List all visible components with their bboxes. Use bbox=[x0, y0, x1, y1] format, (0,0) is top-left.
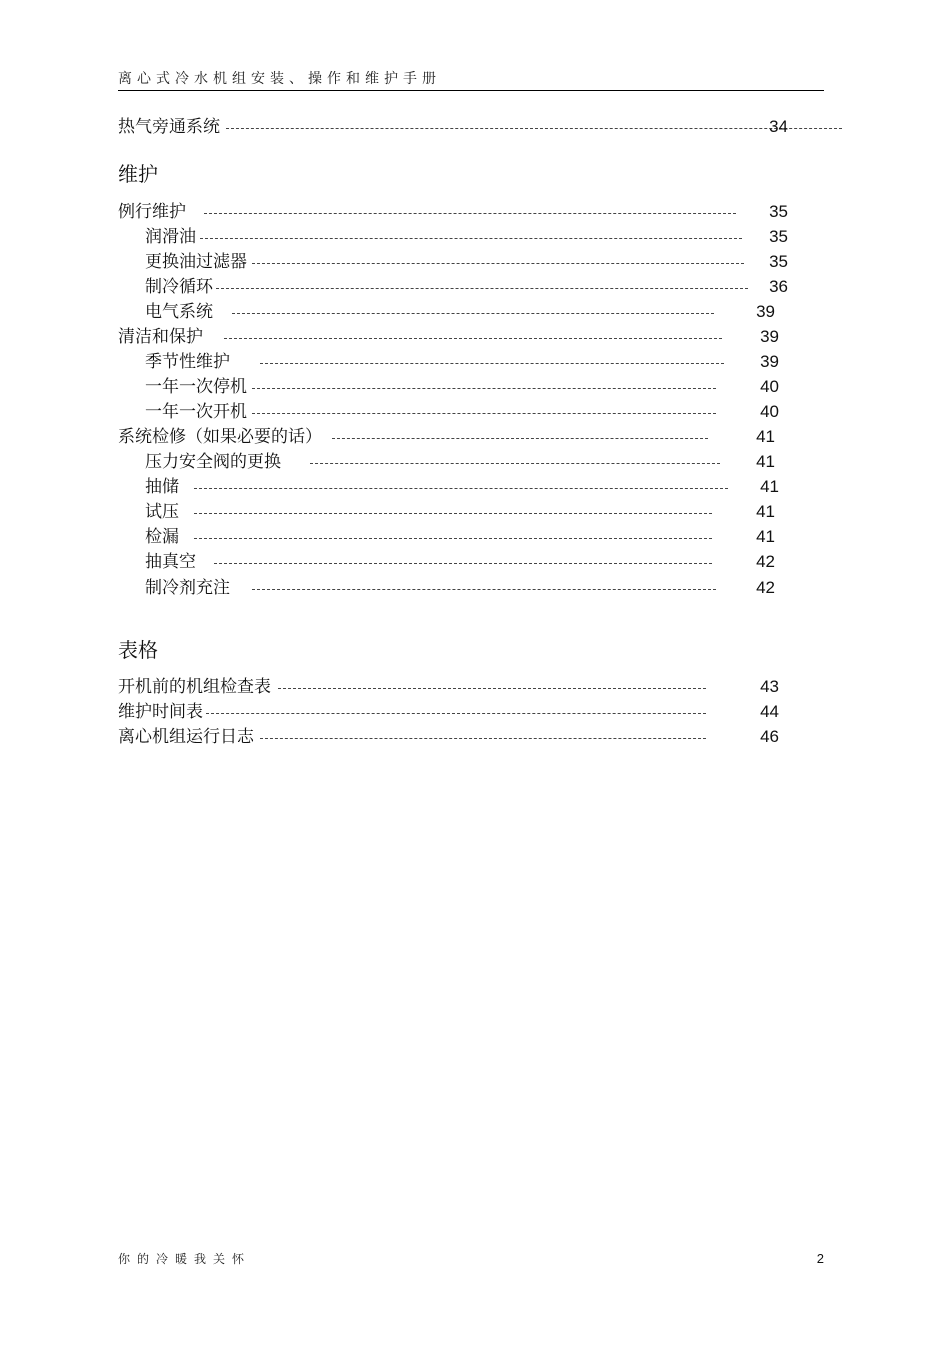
toc-entry-label: 维护时间表 bbox=[118, 702, 203, 722]
toc-leader bbox=[214, 563, 712, 564]
toc-entry-pump-down[interactable] bbox=[118, 475, 808, 499]
toc-entry-page: 35 bbox=[769, 202, 788, 221]
toc-entry-page: 46 bbox=[760, 727, 779, 746]
toc-entry-seasonal-maintenance[interactable] bbox=[118, 350, 808, 374]
toc-entry-label: 清洁和保护 bbox=[118, 327, 203, 347]
toc-entry-leak-test[interactable] bbox=[118, 525, 808, 549]
toc-leader bbox=[194, 488, 728, 489]
toc-entry-label: 一年一次开机 bbox=[145, 402, 247, 422]
toc-entry-page: 41 bbox=[756, 427, 775, 446]
toc-entry-operation-log[interactable] bbox=[118, 725, 808, 749]
toc-entry-page: 43 bbox=[760, 677, 779, 696]
toc-entry-page: 34 bbox=[769, 117, 788, 136]
toc-entry-page: 42 bbox=[756, 552, 775, 571]
toc-entry-page: 39 bbox=[760, 327, 779, 346]
toc-leader bbox=[232, 313, 714, 314]
toc-entry-label: 制冷循环 bbox=[145, 277, 213, 297]
toc-entry-page: 42 bbox=[756, 578, 775, 597]
toc-entry-label: 电气系统 bbox=[145, 302, 213, 322]
toc-entry-prestart-checklist[interactable] bbox=[118, 675, 808, 699]
toc-entry-refrigerant-charge[interactable] bbox=[118, 576, 808, 600]
toc-entry-label: 热气旁通系统 bbox=[118, 117, 220, 137]
toc-leader bbox=[252, 388, 716, 389]
toc-entry-page: 40 bbox=[760, 377, 779, 396]
header-rule bbox=[118, 90, 824, 91]
toc-entry-page: 39 bbox=[760, 352, 779, 371]
toc-entry-page: 36 bbox=[769, 277, 788, 296]
toc-leader bbox=[194, 538, 712, 539]
toc-entry-electrical-system[interactable] bbox=[118, 300, 808, 324]
toc-leader bbox=[252, 263, 744, 264]
toc-entry-label: 系统检修（如果必要的话） bbox=[118, 427, 322, 447]
toc-entry-page: 41 bbox=[756, 527, 775, 546]
toc-entry-label: 例行维护 bbox=[118, 202, 186, 222]
toc-entry-hot-gas-bypass[interactable] bbox=[118, 115, 808, 139]
toc-entry-label: 压力安全阀的更换 bbox=[145, 452, 281, 472]
toc-entry-label: 试压 bbox=[145, 502, 179, 522]
toc-leader bbox=[252, 413, 716, 414]
toc-leader bbox=[216, 288, 748, 289]
toc-entry-label: 检漏 bbox=[145, 527, 179, 547]
toc-entry-page: 39 bbox=[756, 302, 775, 321]
toc-entry-evacuation[interactable] bbox=[118, 550, 808, 574]
toc-leader bbox=[200, 238, 742, 239]
toc-entry-page: 40 bbox=[760, 402, 779, 421]
toc-entry-label: 抽储 bbox=[145, 477, 179, 497]
toc-entry-routine-maintenance[interactable] bbox=[118, 200, 808, 224]
toc-entry-refrigeration-cycle[interactable] bbox=[118, 275, 808, 299]
toc-entry-pressure-test[interactable] bbox=[118, 500, 808, 524]
toc-entry-annual-shutdown[interactable] bbox=[118, 375, 808, 399]
toc-leader bbox=[194, 513, 712, 514]
toc-entry-lubricant[interactable] bbox=[118, 225, 808, 249]
toc-entry-label: 开机前的机组检查表 bbox=[118, 677, 271, 697]
toc-entry-page: 44 bbox=[760, 702, 779, 721]
toc-leader bbox=[260, 738, 706, 739]
toc-entry-page: 35 bbox=[769, 227, 788, 246]
toc-entry-cleaning-protection[interactable] bbox=[118, 325, 808, 349]
toc-entry-maintenance-schedule[interactable] bbox=[118, 700, 808, 724]
toc-entry-label: 季节性维护 bbox=[145, 352, 230, 372]
toc-entry-page: 41 bbox=[756, 502, 775, 521]
toc-entry-page: 35 bbox=[769, 252, 788, 271]
toc-entry-label: 更换油过滤器 bbox=[145, 252, 247, 272]
toc-leader bbox=[278, 688, 706, 689]
footer-slogan: 你的冷暖我关怀 bbox=[118, 1252, 252, 1266]
toc-leader bbox=[260, 363, 724, 364]
section-heading-maintenance: 维护 bbox=[118, 162, 158, 186]
toc-leader bbox=[332, 438, 708, 439]
toc-leader bbox=[206, 713, 706, 714]
toc-entry-label: 离心机组运行日志 bbox=[118, 727, 254, 747]
toc-entry-page: 41 bbox=[760, 477, 779, 496]
toc-entry-relief-valve[interactable] bbox=[118, 450, 808, 474]
header-title: 离心式冷水机组安装、操作和维护手册 bbox=[118, 71, 441, 87]
footer-page-number: 2 bbox=[816, 1251, 824, 1266]
toc-leader bbox=[204, 213, 736, 214]
toc-entry-label: 润滑油 bbox=[145, 227, 196, 247]
toc-entry-label: 一年一次停机 bbox=[145, 377, 247, 397]
toc-entry-system-service[interactable] bbox=[118, 425, 808, 449]
toc-entry-page: 41 bbox=[756, 452, 775, 471]
toc-leader bbox=[224, 338, 722, 339]
toc-leader bbox=[310, 463, 720, 464]
section-heading-tables: 表格 bbox=[118, 638, 158, 662]
toc-entry-label: 抽真空 bbox=[145, 552, 196, 572]
toc-entry-annual-startup[interactable] bbox=[118, 400, 808, 424]
toc-entry-oil-filter[interactable] bbox=[118, 250, 808, 274]
toc-entry-label: 制冷剂充注 bbox=[145, 578, 230, 598]
toc-leader bbox=[252, 589, 716, 590]
